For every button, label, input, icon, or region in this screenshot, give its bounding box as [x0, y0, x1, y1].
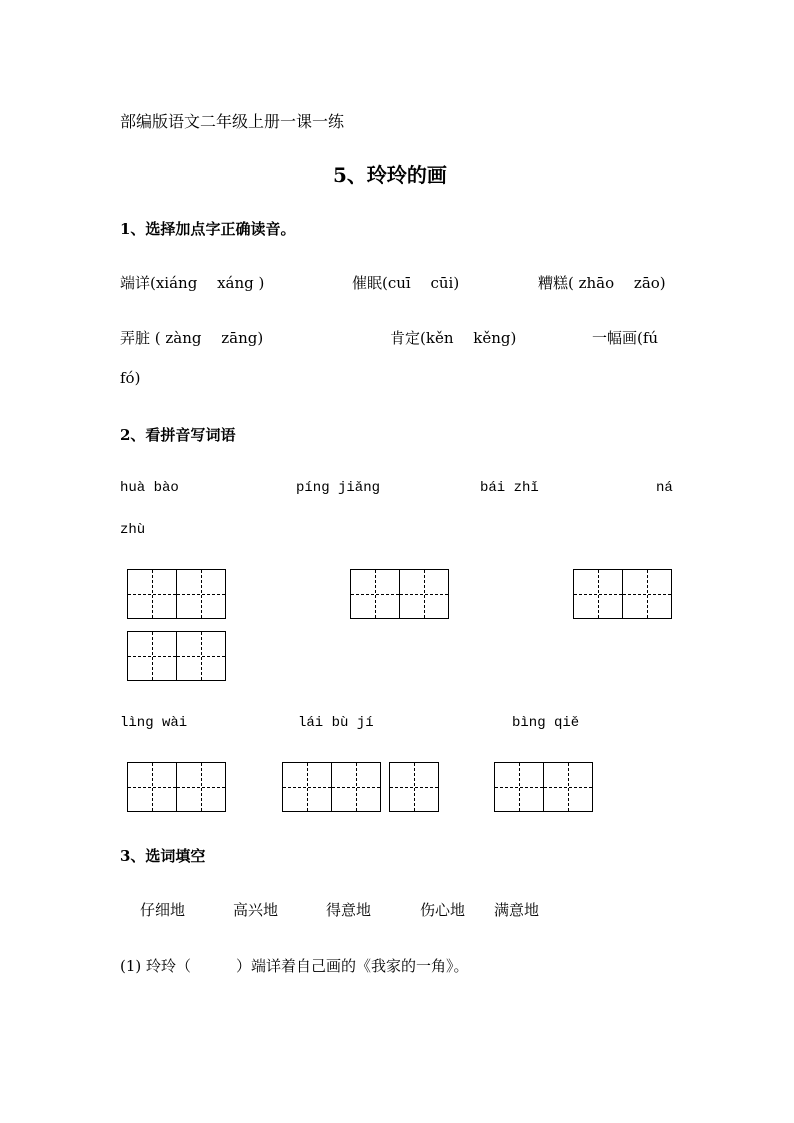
- document-header: 部编版语文二年级上册一课一练: [120, 112, 345, 131]
- writing-grid[interactable]: [494, 762, 593, 812]
- q1-item: 催眠(cuī cūi): [352, 274, 460, 292]
- pinyin: ná: [656, 480, 673, 496]
- word-option: 得意地: [326, 901, 372, 919]
- q1-item: 肯定(kěn kěng): [390, 329, 517, 347]
- pinyin: píng jiǎng: [296, 480, 381, 496]
- page-title: 5、玲玲的画: [333, 163, 447, 187]
- q1-item: 端详(xiáng xáng ): [120, 274, 265, 292]
- pinyin: zhù: [120, 522, 146, 538]
- pinyin: bìng qiě: [512, 715, 580, 731]
- q1-item: 弄脏 ( zàng zāng): [120, 329, 264, 347]
- word-option: 满意地: [494, 901, 540, 919]
- writing-grid[interactable]: [350, 569, 449, 619]
- word-option: 仔细地: [140, 901, 186, 919]
- q1-item: 糟糕( zhāo zāo): [538, 274, 666, 292]
- q1-heading: 1、选择加点字正确读音。: [120, 220, 296, 238]
- writing-grid[interactable]: [389, 762, 439, 812]
- q3-heading: 3、选词填空: [120, 847, 206, 865]
- pinyin: huà bào: [120, 480, 179, 496]
- writing-grid[interactable]: [127, 569, 226, 619]
- word-option: 高兴地: [233, 901, 279, 919]
- writing-grid[interactable]: [282, 762, 381, 812]
- fill-sentence: (1) 玲玲（ ）端详着自己画的《我家的一角》。: [120, 957, 469, 975]
- q2-heading: 2、看拼音写词语: [120, 426, 236, 444]
- writing-grid[interactable]: [127, 762, 226, 812]
- pinyin: bái zhǐ: [480, 480, 539, 496]
- q1-item: 一幅画(fú: [592, 329, 659, 347]
- word-option: 伤心地: [420, 901, 466, 919]
- q1-item: fó): [120, 369, 141, 387]
- writing-grid[interactable]: [127, 631, 226, 681]
- pinyin: lái bù jí: [298, 715, 374, 731]
- writing-grid[interactable]: [573, 569, 672, 619]
- pinyin: lìng wài: [120, 715, 188, 731]
